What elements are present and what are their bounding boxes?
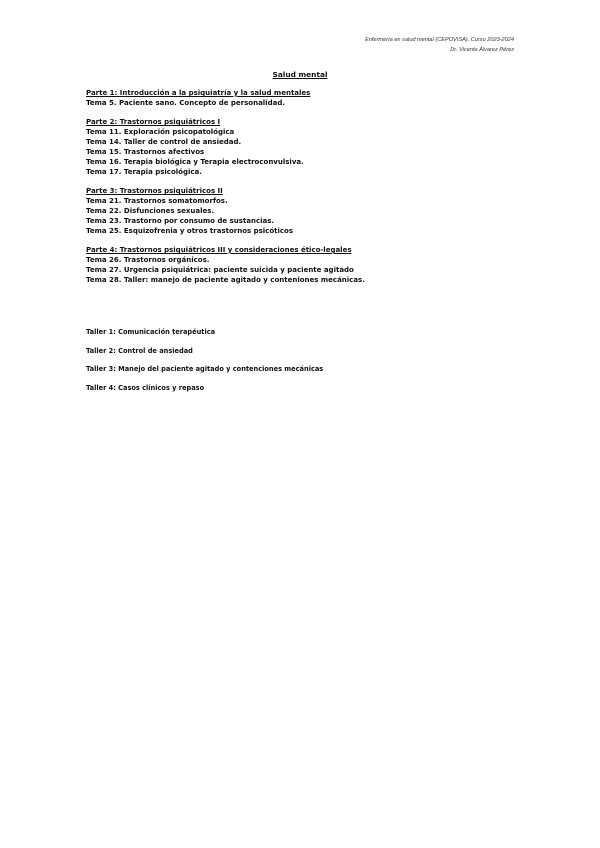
topic-item: Tema 23. Trastorno por consumo de sustancias. xyxy=(86,217,275,225)
page-header xyxy=(365,35,514,55)
part-section xyxy=(86,88,526,108)
part-title: Parte 2: Trastornos psiquiátricos I xyxy=(86,118,221,126)
header-course: Enfermería en salud mental (CEPOVISA). Curso 2023-2024 xyxy=(365,37,514,43)
document-title: Salud mental xyxy=(272,70,328,79)
part-title: Parte 4: Trastornos psiquiátricos III y consideraciones ético-legales xyxy=(86,246,352,254)
workshop-item: Taller 2: Control de ansiedad xyxy=(86,346,193,355)
part-title: Parte 3: Trastornos psiquiátricos II xyxy=(86,187,223,195)
topic-item: Tema 22. Disfunciones sexuales. xyxy=(86,207,215,215)
part-title: Parte 1: Introducción a la psiquiatría y la salud mentales xyxy=(86,89,311,97)
topic-item: Tema 14. Taller de control de ansiedad. xyxy=(86,138,242,146)
topic-item: Tema 21. Trastornos somatomorfos. xyxy=(86,197,228,205)
topic-item: Tema 25. Esquizofrenia y otros trastornos psicóticos xyxy=(86,227,294,235)
workshop-item: Taller 3: Manejo del paciente agitado y contenciones mecánicas xyxy=(86,365,324,373)
workshop-item: Taller 1: Comunicación terapéutica xyxy=(86,328,216,336)
topic-item: Tema 17. Terapia psicológica. xyxy=(86,168,202,176)
syllabus-content xyxy=(86,88,526,294)
topic-item: Tema 11. Exploración psicopatológica xyxy=(86,128,235,136)
workshop-item: Taller 4: Casos clínicos y repaso xyxy=(86,383,205,392)
topic-item: Tema 5. Paciente sano. Concepto de personalidad. xyxy=(86,99,285,107)
topic-item: Tema 28. Taller: manejo de paciente agitado y conteniones mecánicas. xyxy=(86,276,365,284)
part-section xyxy=(86,245,526,285)
topic-item: Tema 26. Trastornos orgánicos. xyxy=(86,256,210,264)
header-author: Dr. Vicente Álvarez Pérez xyxy=(450,47,514,53)
topic-item: Tema 15. Trastornos afectivos xyxy=(86,148,205,156)
part-section xyxy=(86,117,526,177)
topic-item: Tema 16. Terapia biológica y Terapia electroconvulsiva. xyxy=(86,158,304,166)
workshops-list xyxy=(86,328,526,402)
part-section xyxy=(86,186,526,236)
topic-item: Tema 27. Urgencia psiquiátrica: paciente suicida y paciente agitado xyxy=(86,266,354,274)
